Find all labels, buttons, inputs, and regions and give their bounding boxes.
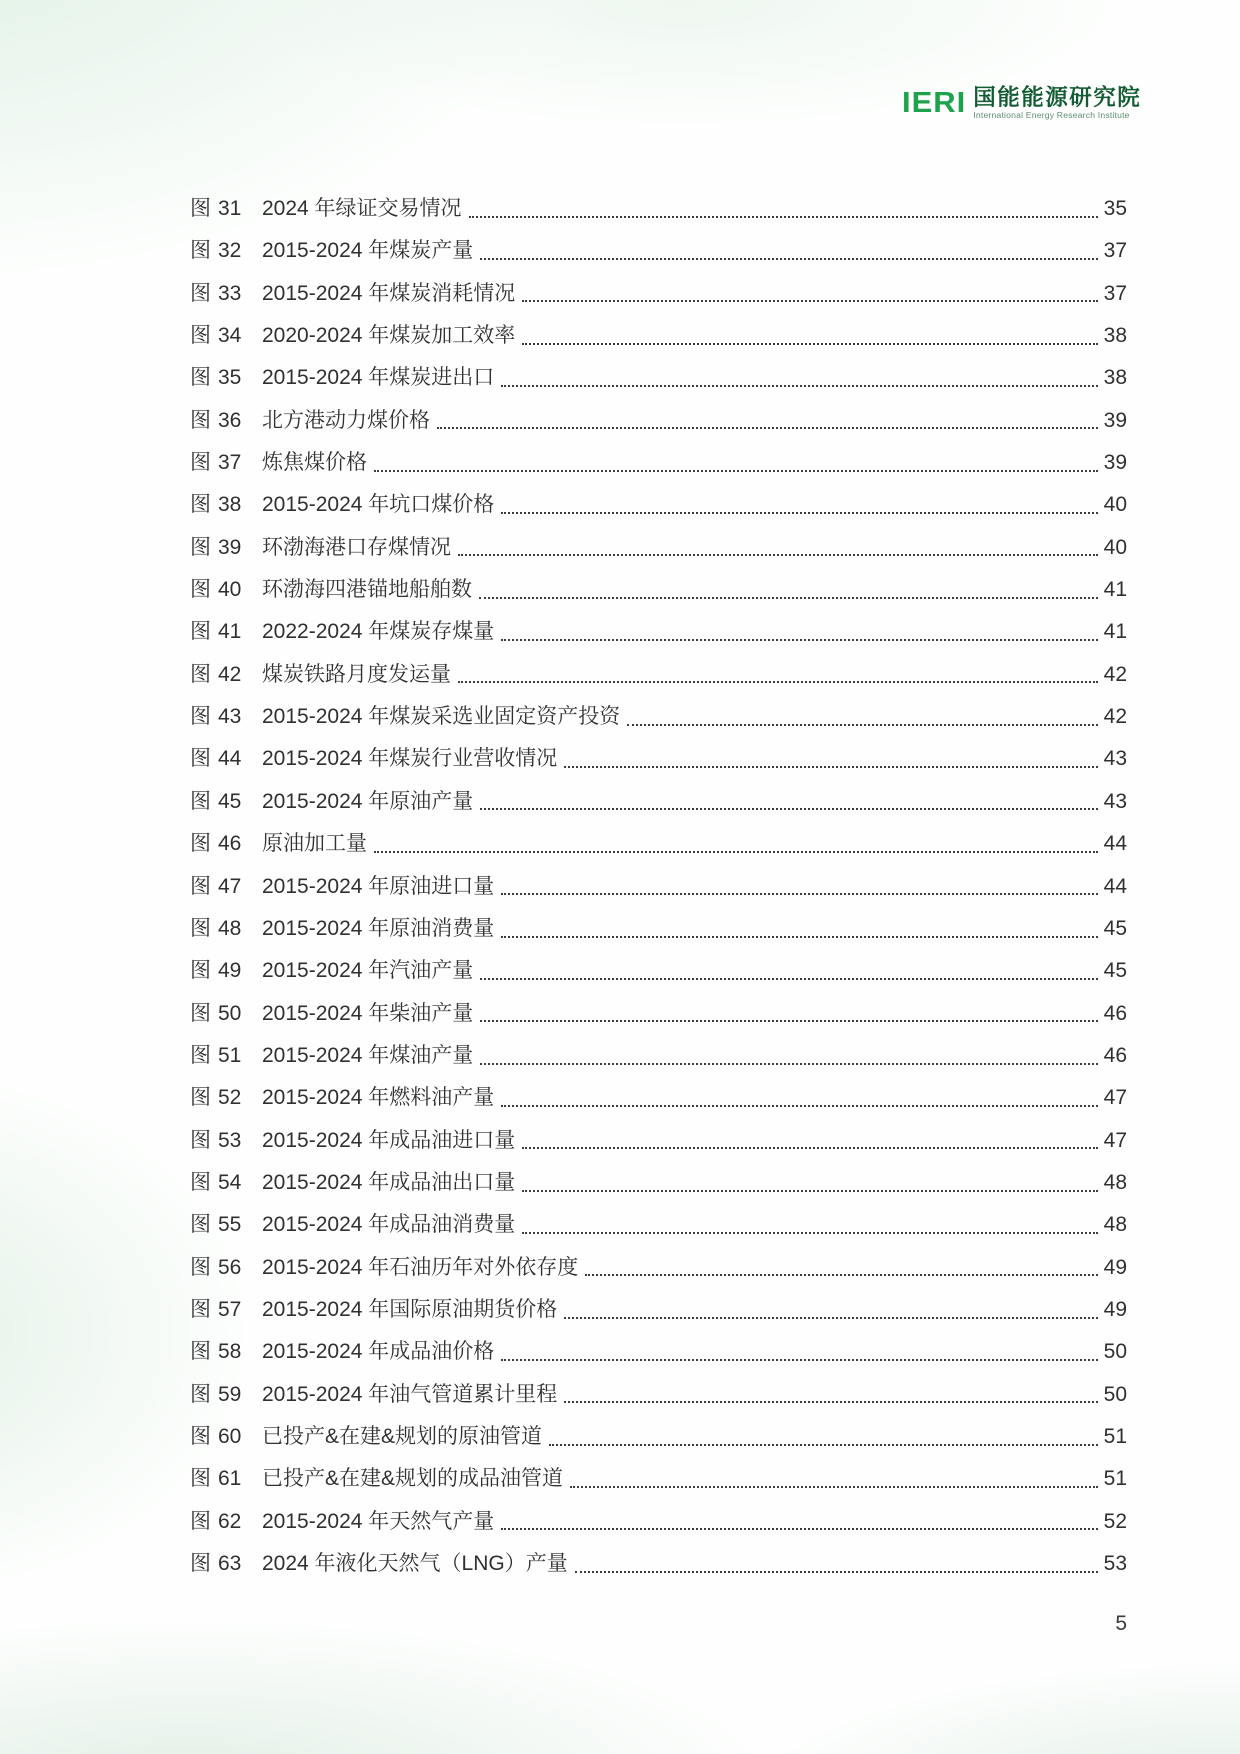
figure-title: 2015-2024 年成品油进口量 (262, 1128, 516, 1152)
toc-entry[interactable] (190, 273, 1127, 315)
figure-number: 33 (218, 281, 242, 305)
dot-leader (522, 1175, 1098, 1192)
figure-page-number: 44 (1103, 832, 1127, 856)
figure-label: 图 (190, 1255, 211, 1279)
figure-number: 36 (218, 408, 242, 432)
figure-title: 2015-2024 年煤炭进出口 (262, 366, 495, 390)
dot-leader (627, 709, 1098, 726)
figure-page-number: 38 (1103, 366, 1127, 390)
toc-entry[interactable] (190, 1458, 1127, 1500)
figure-label: 图 (190, 1086, 211, 1110)
figure-page-number: 44 (1103, 874, 1127, 898)
figure-label: 图 (190, 366, 211, 390)
figure-title: 2015-2024 年柴油产量 (262, 1001, 474, 1025)
figure-title: 2015-2024 年天然气产量 (262, 1509, 495, 1533)
toc-entry[interactable] (190, 1289, 1127, 1331)
toc-entry[interactable] (190, 357, 1127, 399)
dot-leader (501, 624, 1098, 641)
logo-name-cn: 国能能源研究院 (973, 85, 1142, 110)
figure-number: 52 (218, 1086, 242, 1110)
figure-number: 57 (218, 1297, 242, 1321)
figure-title: 2015-2024 年石油历年对外依存度 (262, 1255, 579, 1279)
figure-number: 54 (218, 1170, 242, 1194)
figure-number: 41 (218, 620, 242, 644)
dot-leader (501, 878, 1098, 895)
figure-page-number: 49 (1103, 1255, 1127, 1279)
figure-label: 图 (190, 874, 211, 898)
figure-label: 图 (190, 1467, 211, 1491)
figure-number: 48 (218, 916, 242, 940)
dot-leader (501, 921, 1098, 938)
dot-leader (458, 666, 1098, 683)
figure-label: 图 (190, 1509, 211, 1533)
toc-entry[interactable] (190, 696, 1127, 738)
figure-page-number: 41 (1103, 620, 1127, 644)
figure-label: 图 (190, 281, 211, 305)
figure-number: 42 (218, 662, 242, 686)
figure-page-number: 46 (1103, 1001, 1127, 1025)
figure-label: 图 (190, 1340, 211, 1364)
figure-label: 图 (190, 662, 211, 686)
figure-label: 图 (190, 959, 211, 983)
toc-entry[interactable] (190, 993, 1127, 1035)
toc-entry[interactable] (190, 230, 1127, 272)
figure-page-number: 42 (1103, 662, 1127, 686)
logo-wordmark: IERI (902, 86, 967, 119)
dot-leader (522, 328, 1098, 345)
figure-page-number: 52 (1103, 1509, 1127, 1533)
toc-entry[interactable] (190, 1331, 1127, 1373)
toc-entry[interactable] (190, 188, 1127, 230)
dot-leader (501, 497, 1098, 514)
figure-page-number: 48 (1103, 1170, 1127, 1194)
toc-entry[interactable] (190, 1416, 1127, 1458)
figure-title: 炼焦煤价格 (262, 451, 367, 475)
dot-leader (501, 1513, 1098, 1530)
toc-entry[interactable] (190, 484, 1127, 526)
toc-entry[interactable] (190, 527, 1127, 569)
toc-entry[interactable] (190, 611, 1127, 653)
figure-label: 图 (190, 1213, 211, 1237)
toc-entry[interactable] (190, 654, 1127, 696)
figure-label: 图 (190, 1552, 211, 1575)
figure-page-number: 46 (1103, 1043, 1127, 1067)
figure-title: 2015-2024 年坑口煤价格 (262, 493, 495, 517)
dot-leader (479, 582, 1098, 599)
dot-leader (564, 751, 1098, 768)
figure-number: 31 (218, 197, 242, 220)
toc-entry[interactable] (190, 1204, 1127, 1246)
figure-title: 2022-2024 年煤炭存煤量 (262, 620, 495, 644)
dot-leader (570, 1471, 1098, 1488)
figure-page-number: 49 (1103, 1297, 1127, 1321)
figure-page-number: 50 (1103, 1340, 1127, 1364)
figure-number: 38 (218, 493, 242, 517)
figure-number: 51 (218, 1043, 242, 1067)
figure-label: 图 (190, 789, 211, 813)
toc-entry[interactable] (190, 400, 1127, 442)
figure-title: 2015-2024 年成品油价格 (262, 1340, 495, 1364)
toc-entry[interactable] (190, 908, 1127, 950)
dot-leader (522, 285, 1098, 302)
figure-title: 2015-2024 年煤炭消耗情况 (262, 281, 516, 305)
figure-title: 2015-2024 年国际原油期货价格 (262, 1297, 558, 1321)
logo-name-en: International Energy Research Institute (973, 110, 1130, 120)
figure-label: 图 (190, 1170, 211, 1194)
figure-page-number: 42 (1103, 705, 1127, 729)
toc-entry[interactable] (190, 823, 1127, 865)
toc-entry[interactable] (190, 781, 1127, 823)
figure-number: 53 (218, 1128, 242, 1152)
dot-leader (480, 243, 1098, 260)
figure-number: 59 (218, 1382, 242, 1406)
figure-label: 图 (190, 620, 211, 644)
dot-leader (522, 1132, 1098, 1149)
figure-number: 32 (218, 239, 242, 263)
figure-title: 2015-2024 年原油消费量 (262, 916, 495, 940)
figure-title: 已投产&在建&规划的原油管道 (262, 1424, 543, 1448)
dot-leader (564, 1386, 1098, 1403)
figure-label: 图 (190, 324, 211, 348)
figure-number: 63 (218, 1552, 242, 1575)
figure-number: 34 (218, 324, 242, 348)
figure-page-number: 51 (1103, 1424, 1127, 1448)
figure-number: 44 (218, 747, 242, 771)
figure-number: 56 (218, 1255, 242, 1279)
dot-leader (522, 1217, 1098, 1234)
dot-leader (480, 1005, 1098, 1022)
figure-number: 43 (218, 705, 242, 729)
toc-entry[interactable] (190, 1543, 1127, 1585)
figure-number: 35 (218, 366, 242, 390)
toc-entry[interactable] (190, 315, 1127, 357)
figure-title: 环渤海港口存煤情况 (262, 535, 451, 559)
figure-title: 2015-2024 年煤炭采选业固定资产投资 (262, 705, 621, 729)
figure-page-number: 41 (1103, 578, 1127, 602)
dot-leader (480, 1048, 1098, 1065)
figure-title: 2015-2024 年燃料油产量 (262, 1086, 495, 1110)
figure-label: 图 (190, 1001, 211, 1025)
figure-number: 45 (218, 789, 242, 813)
dot-leader (575, 1556, 1098, 1573)
figure-number: 55 (218, 1213, 242, 1237)
figure-title: 2015-2024 年煤油产量 (262, 1043, 474, 1067)
figure-page-number: 35 (1103, 197, 1127, 220)
toc-entry[interactable] (190, 1162, 1127, 1204)
figure-label: 图 (190, 832, 211, 856)
dot-leader (501, 1090, 1098, 1107)
figure-label: 图 (190, 535, 211, 559)
toc-entry[interactable] (190, 1374, 1127, 1416)
figure-page-number: 45 (1103, 916, 1127, 940)
figure-page-number: 43 (1103, 789, 1127, 813)
figure-label: 图 (190, 493, 211, 517)
dot-leader (564, 1302, 1098, 1319)
dot-leader (437, 412, 1098, 429)
toc-entry[interactable] (190, 1120, 1127, 1162)
figure-number: 60 (218, 1424, 242, 1448)
figure-page-number: 51 (1103, 1467, 1127, 1491)
dot-leader (480, 963, 1098, 980)
toc-entry[interactable] (190, 1035, 1127, 1077)
figure-title: 2024 年绿证交易情况 (262, 197, 462, 220)
figure-title: 2015-2024 年油气管道累计里程 (262, 1382, 558, 1406)
figure-number: 40 (218, 578, 242, 602)
dot-leader (501, 1344, 1098, 1361)
toc-entry[interactable] (190, 1501, 1127, 1543)
figure-label: 图 (190, 239, 211, 263)
figure-page-number: 53 (1103, 1552, 1127, 1575)
figure-title: 2020-2024 年煤炭加工效率 (262, 324, 516, 348)
dot-leader (501, 370, 1098, 387)
figure-page-number: 48 (1103, 1213, 1127, 1237)
dot-leader (480, 793, 1098, 810)
ieri-logo (902, 86, 1141, 120)
figure-number: 61 (218, 1467, 242, 1491)
figure-title: 2015-2024 年汽油产量 (262, 959, 474, 983)
figure-title: 原油加工量 (262, 832, 367, 856)
figure-page-number: 47 (1103, 1086, 1127, 1110)
figure-page-number: 37 (1103, 239, 1127, 263)
figure-page-number: 40 (1103, 493, 1127, 517)
figure-page-number: 38 (1103, 324, 1127, 348)
figure-label: 图 (190, 747, 211, 771)
figure-number: 47 (218, 874, 242, 898)
figure-page-number: 43 (1103, 747, 1127, 771)
figure-title: 北方港动力煤价格 (262, 408, 430, 432)
figure-number: 58 (218, 1340, 242, 1364)
dot-leader (585, 1259, 1098, 1276)
figure-label: 图 (190, 1297, 211, 1321)
figure-label: 图 (190, 1043, 211, 1067)
toc-entry[interactable] (190, 1247, 1127, 1289)
toc-entry[interactable] (190, 569, 1127, 611)
figure-label: 图 (190, 705, 211, 729)
figure-page-number: 39 (1103, 408, 1127, 432)
toc-entry[interactable] (190, 442, 1127, 484)
figure-number: 49 (218, 959, 242, 983)
figure-label: 图 (190, 197, 211, 220)
dot-leader (374, 455, 1098, 472)
figure-label: 图 (190, 916, 211, 940)
figure-number: 46 (218, 832, 242, 856)
figure-title: 环渤海四港锚地船舶数 (262, 578, 472, 602)
figure-page-number: 40 (1103, 535, 1127, 559)
figure-label: 图 (190, 1382, 211, 1406)
figure-title: 2024 年液化天然气（LNG）产量 (262, 1552, 568, 1575)
figure-title: 2015-2024 年煤炭产量 (262, 239, 474, 263)
figure-title: 2015-2024 年成品油消费量 (262, 1213, 516, 1237)
figure-title: 2015-2024 年煤炭行业营收情况 (262, 747, 558, 771)
figure-title: 2015-2024 年原油进口量 (262, 874, 495, 898)
toc-entry[interactable] (190, 738, 1127, 780)
figure-page-number: 47 (1103, 1128, 1127, 1152)
toc-entry[interactable] (190, 950, 1127, 992)
figure-page-number: 39 (1103, 451, 1127, 475)
logo-names (973, 86, 1141, 120)
figure-number: 39 (218, 535, 242, 559)
dot-leader (549, 1429, 1098, 1446)
page-number: 5 (1115, 1612, 1127, 1635)
figure-label: 图 (190, 408, 211, 432)
figure-title: 已投产&在建&规划的成品油管道 (262, 1467, 564, 1491)
figure-number: 62 (218, 1509, 242, 1533)
figure-page-number: 50 (1103, 1382, 1127, 1406)
figure-page-number: 37 (1103, 281, 1127, 305)
dot-leader (374, 836, 1098, 853)
figure-label: 图 (190, 1128, 211, 1152)
figure-title: 煤炭铁路月度发运量 (262, 662, 451, 686)
figure-number: 37 (218, 451, 242, 475)
toc-entry[interactable] (190, 1077, 1127, 1119)
figure-page-number: 45 (1103, 959, 1127, 983)
figure-label: 图 (190, 451, 211, 475)
figure-label: 图 (190, 1424, 211, 1448)
toc-entry[interactable] (190, 866, 1127, 908)
figure-number: 50 (218, 1001, 242, 1025)
figure-label: 图 (190, 578, 211, 602)
dot-leader (458, 539, 1098, 556)
dot-leader (469, 201, 1098, 218)
figure-title: 2015-2024 年原油产量 (262, 789, 474, 813)
toc-list (190, 188, 1127, 1585)
figure-title: 2015-2024 年成品油出口量 (262, 1170, 516, 1194)
